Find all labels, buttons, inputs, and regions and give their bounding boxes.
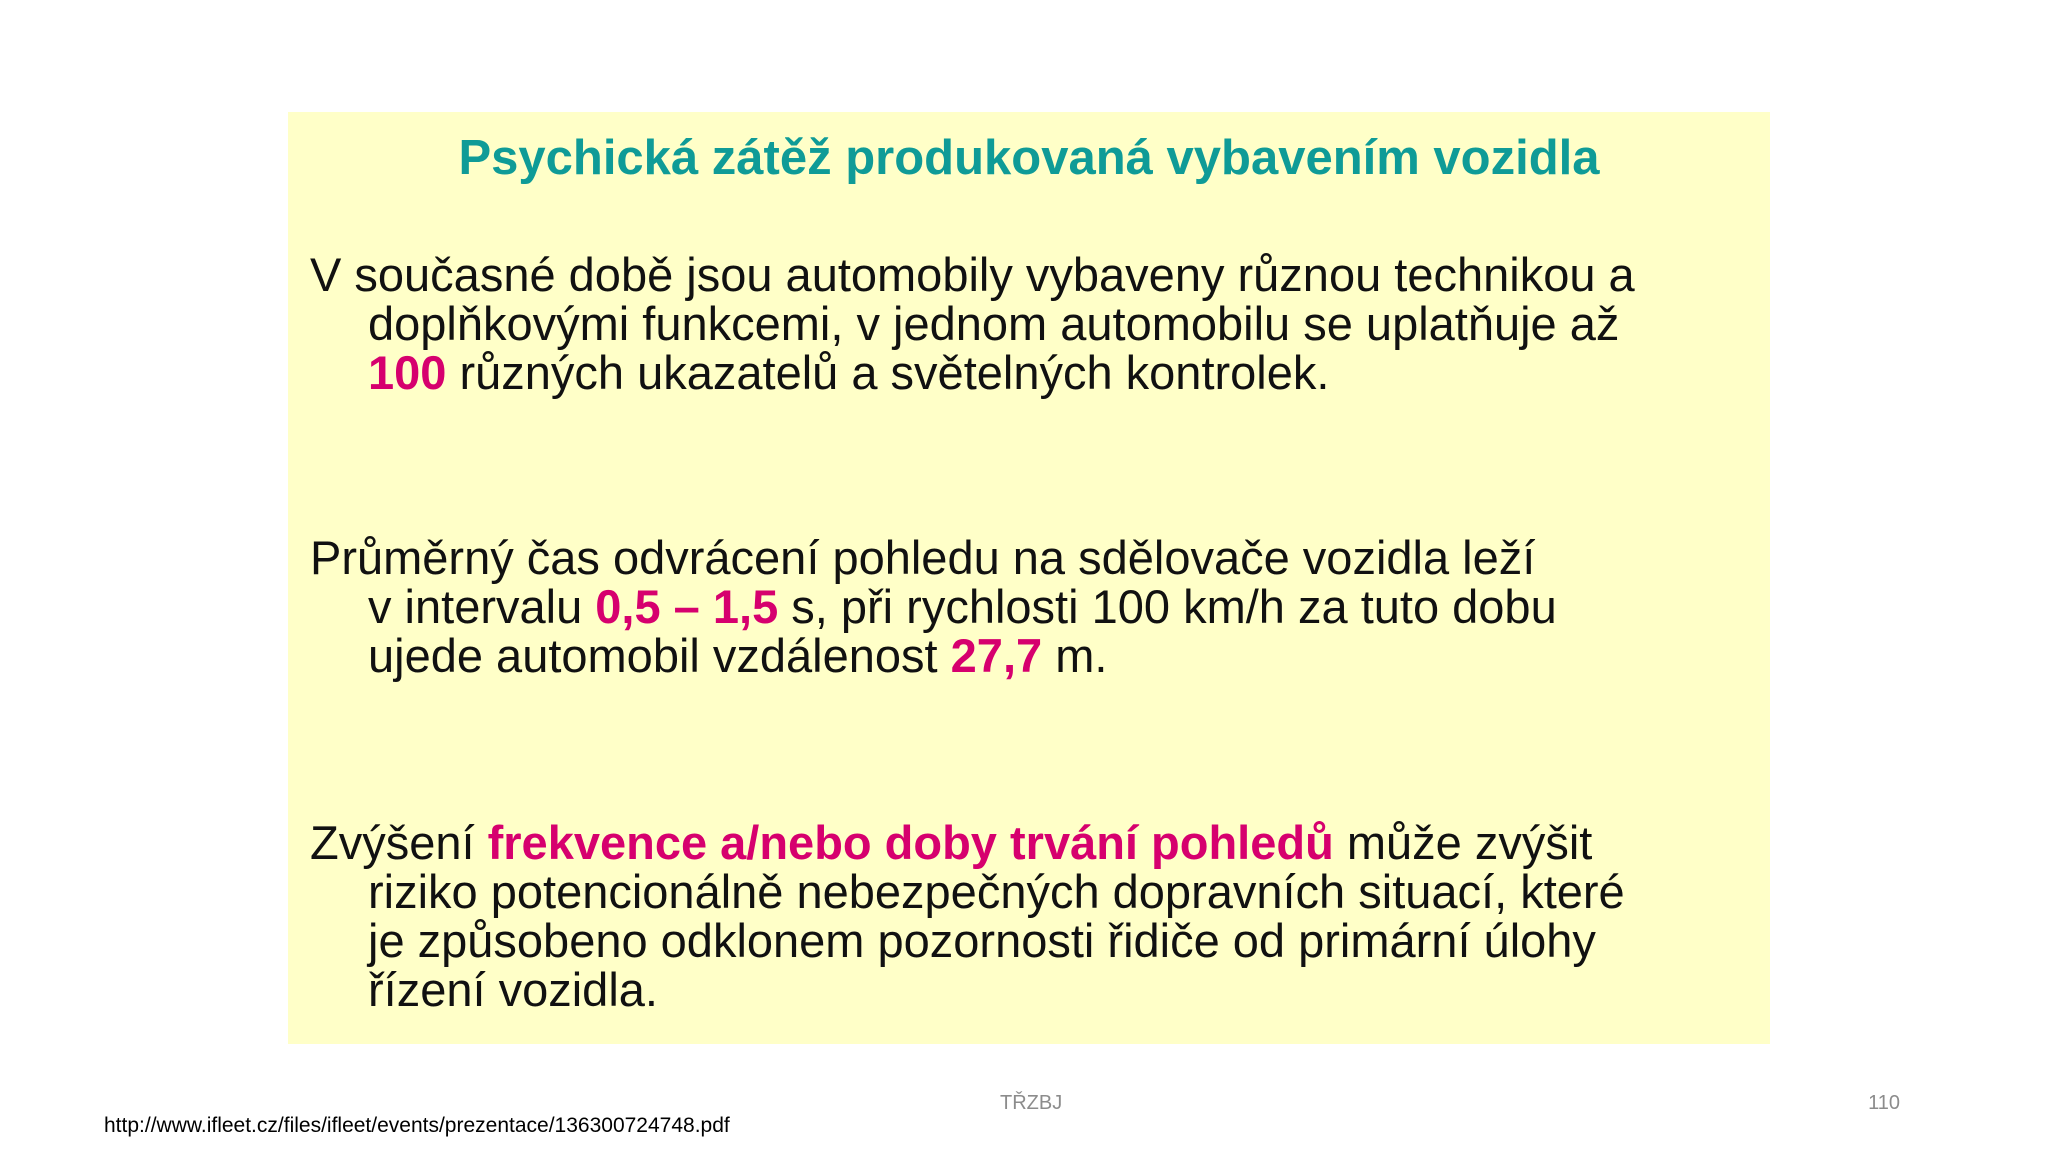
paragraph-line: Průměrný čas odvrácení pohledu na sdělovače vozidla leží <box>310 531 1536 584</box>
paragraph-line: V současné době jsou automobily vybaveny různou technikou a <box>310 248 1635 301</box>
paragraph-line <box>310 631 1750 680</box>
footer-label: TŘZBJ <box>1000 1092 1063 1114</box>
line-text: ujede automobil vzdálenost <box>368 629 951 682</box>
highlight-distance: 27,7 <box>950 629 1043 682</box>
paragraph-line: riziko potencionálně nebezpečných dopravních situací, které <box>368 865 1625 918</box>
paragraph-line <box>310 348 1750 397</box>
paragraph-line <box>310 818 1750 867</box>
line-text: v intervalu <box>368 580 596 633</box>
paragraph-equipment <box>310 250 1750 397</box>
paragraph-line: je způsobeno odklonem pozornosti řidiče od primární úlohy <box>368 914 1596 967</box>
source-url: http://www.ifleet.cz/files/ifleet/events/prezentace/136300724748.pdf <box>104 1114 730 1137</box>
line-text: Zvýšení <box>310 816 488 869</box>
highlight-frequency: frekvence a/nebo doby trvání pohledů <box>487 816 1334 869</box>
paragraph-risk <box>310 818 1750 1014</box>
paragraph-line <box>310 582 1750 631</box>
line-text: m. <box>1042 629 1108 682</box>
slide-title: Psychická zátěž produkovaná vybavením vozidla <box>458 131 1600 185</box>
highlight-interval: 0,5 – 1,5 <box>595 580 779 633</box>
line-text: může zvýšit <box>1333 816 1593 869</box>
paragraph-line: doplňkovými funkcemi, v jednom automobilu se uplatňuje až <box>368 297 1620 350</box>
paragraph-glance-time <box>310 533 1750 680</box>
line-text: různých ukazatelů a světelných kontrolek. <box>446 346 1330 399</box>
page-number: 110 <box>1868 1092 1900 1114</box>
line-text: s, při rychlosti 100 km/h za tuto dobu <box>778 580 1557 633</box>
slide-image <box>288 112 1770 1044</box>
paragraph-line: řízení vozidla. <box>368 963 658 1016</box>
highlight-count: 100 <box>368 346 447 399</box>
